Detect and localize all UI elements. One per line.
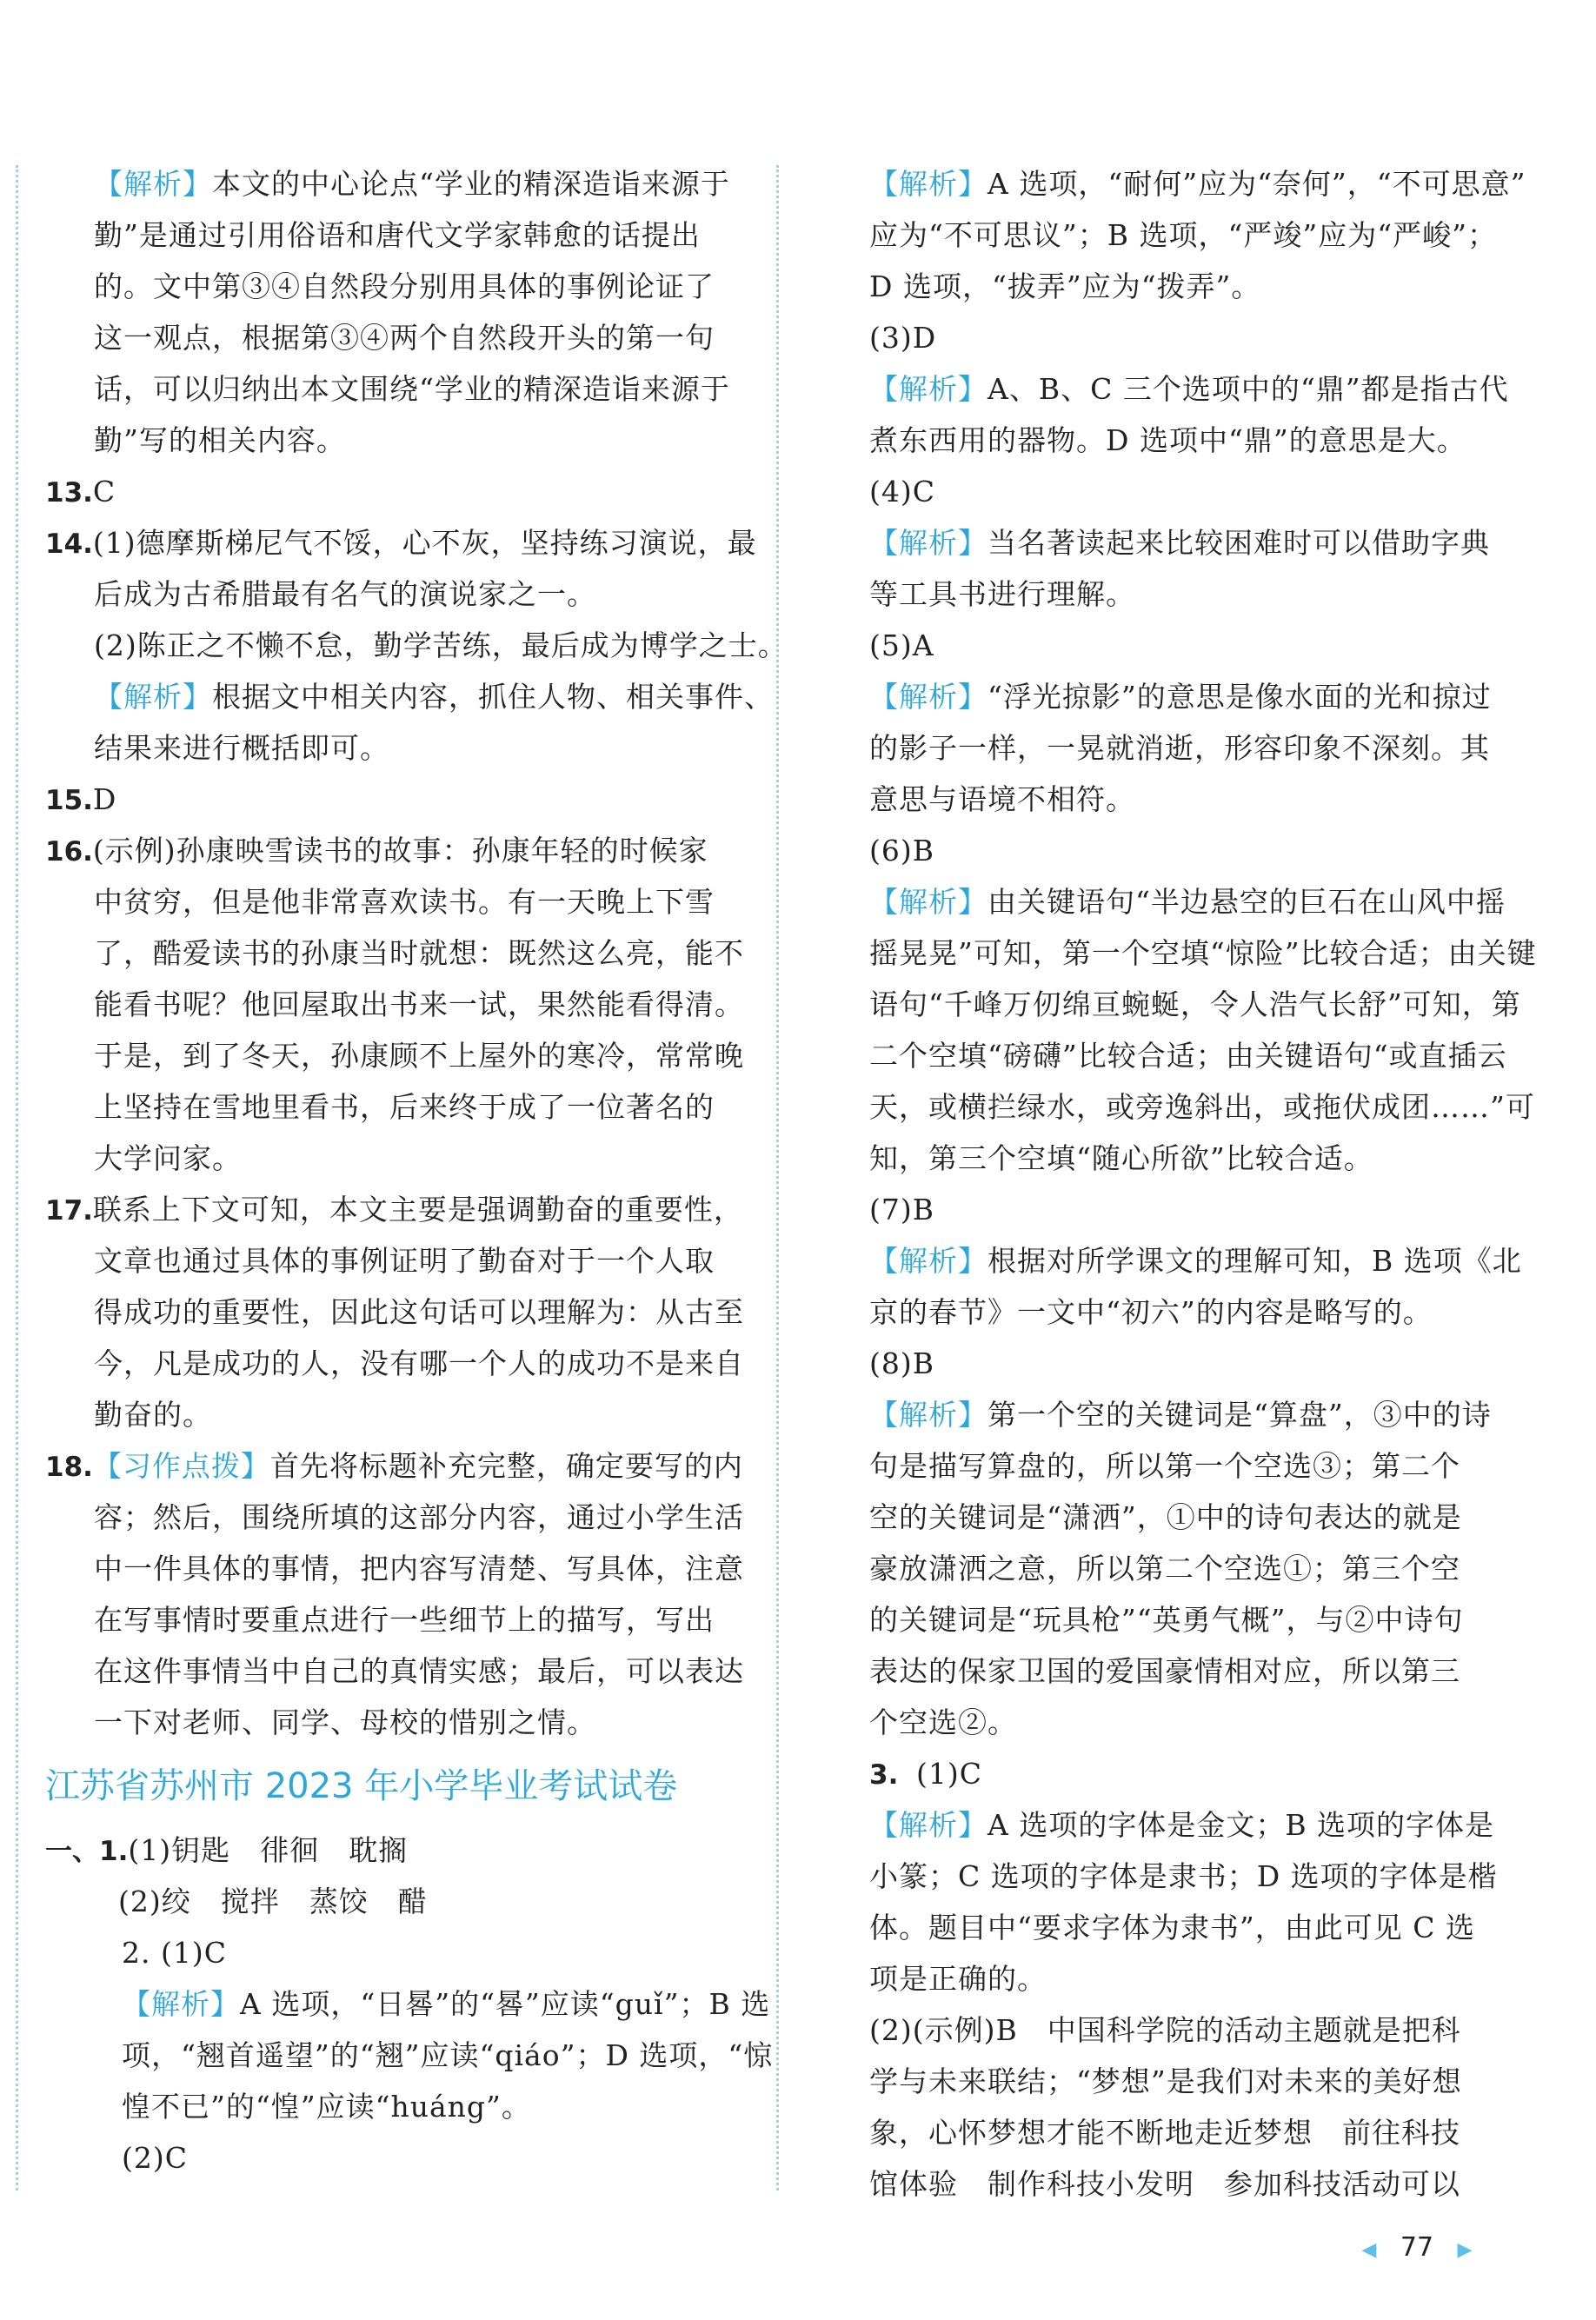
- analysis-tag: 【解析】: [869, 526, 988, 560]
- line-text: 的影子一样，一晃就消逝，形容印象不深刻。其: [869, 731, 1490, 765]
- question-number: 14.: [45, 528, 93, 560]
- line-text: 惶不已”的“惶”应读“huáng”。: [122, 2090, 531, 2124]
- right-text-line: [869, 1286, 1504, 1338]
- left-text-line: [45, 1927, 741, 1978]
- analysis-tag: 【解析】: [869, 1244, 988, 1278]
- line-text: 在这件事情当中自己的真情实感；最后，可以表达: [94, 1654, 744, 1688]
- prev-page-icon[interactable]: ◀: [1361, 2239, 1377, 2261]
- left-text-line: [45, 1440, 741, 1492]
- line-text: 中贫穷，但是他非常喜欢读书。有一天晚上下雪: [94, 885, 715, 919]
- right-text-line: [869, 261, 1504, 312]
- right-text-line: [869, 1799, 1504, 1851]
- line-text: 象，心怀梦想才能不断地走近梦想 前往科技: [869, 2116, 1460, 2150]
- page-footer: [1356, 2230, 1478, 2265]
- line-text: 应为“不可思议”；B 选项，“严竣”应为“严峻”；: [869, 218, 1497, 252]
- right-text-line: [869, 1645, 1504, 1697]
- section-heading: 江苏省苏州市 2023 年小学毕业考试试卷: [45, 1766, 678, 1806]
- line-text: 个空选②。: [869, 1705, 1017, 1739]
- right-text-line: [869, 466, 1504, 517]
- line-text: 本文的中心论点“学业的精深造诣来源于: [212, 167, 730, 201]
- line-text: 项，“翘首遥望”的“翘”应读“qiáo”；D 选项，“惊: [122, 2038, 774, 2072]
- left-text-line: [45, 1235, 741, 1286]
- line-text: 联系上下文可知，本文主要是强调勤奋的重要性，: [92, 1193, 743, 1226]
- analysis-tag: 【解析】: [94, 680, 212, 714]
- line-text: 能看书呢？他回屋取出书来一试，果然能看得清。: [94, 987, 744, 1021]
- right-text-line: [869, 620, 1504, 671]
- left-text-line: [45, 1081, 741, 1133]
- left-text-line: [45, 1645, 744, 1697]
- right-text-line: [869, 1953, 1504, 2004]
- line-text: 京的春节》一文中“初六”的内容是略写的。: [869, 1295, 1433, 1329]
- line-text: 结果来进行概括即可。: [94, 731, 389, 765]
- left-column: [45, 158, 788, 2184]
- right-text-line: [869, 2004, 1504, 2056]
- question-number: 13.: [45, 477, 93, 509]
- line-text: 豪放潇洒之意，所以第二个空选①；第三个空: [869, 1552, 1460, 1585]
- right-text-line: [869, 876, 1504, 927]
- left-text-line: [45, 2081, 741, 2132]
- line-text: 学与未来联结；“梦想”是我们对未来的美好想: [869, 2064, 1462, 2098]
- line-text: 煮东西用的器物。D 选项中“鼎”的意思是大。: [869, 423, 1466, 457]
- right-text-line: [869, 825, 1504, 876]
- left-text-line: [45, 415, 741, 466]
- line-text: 等工具书进行理解。: [869, 577, 1135, 611]
- line-text: A、B、C 三个选项中的“鼎”都是指古代: [988, 372, 1509, 406]
- right-text-line: [869, 312, 1504, 363]
- line-text: (4)C: [869, 475, 935, 509]
- line-text: 于是，到了冬天，孙康顾不上屋外的寒冷，常常晚: [94, 1039, 744, 1073]
- line-text: C: [92, 475, 116, 509]
- line-text: 得成功的重要性，因此这句话可以理解为：从古至: [94, 1295, 744, 1329]
- right-text-line: [869, 415, 1504, 466]
- line-text: 根据对所学课文的理解可知，B 选项《北: [988, 1244, 1522, 1278]
- line-text: 句是描写算盘的，所以第一个空选③；第二个: [869, 1449, 1460, 1483]
- line-text: 二个空填“磅礴”比较合适；由关键语句“或直插云: [869, 1039, 1507, 1073]
- left-text-line: [45, 1543, 744, 1594]
- right-text-line: [869, 927, 1537, 979]
- left-text-line: [45, 1184, 741, 1235]
- analysis-tag: 【解析】: [122, 1987, 240, 2021]
- right-text-line: [869, 158, 1526, 209]
- line-text: 勤”写的相关内容。: [94, 423, 346, 457]
- line-text: 后成为古希腊最有名气的演说家之一。: [94, 577, 596, 611]
- line-text: (2)绞 搅拌 蒸饺 醋: [118, 1885, 428, 1918]
- line-text: 今，凡是成功的人，没有哪一个人的成功不是来自: [94, 1346, 744, 1380]
- line-text: 勤奋的。: [94, 1398, 212, 1432]
- right-text-line: [869, 1748, 1504, 1799]
- line-text: 语句“千峰万仞绵亘蜿蜒，令人浩气长舒”可知，第: [869, 987, 1521, 1021]
- left-text-line: [45, 1286, 744, 1338]
- left-text-line: [45, 261, 741, 312]
- line-text: (2)C: [122, 2141, 188, 2175]
- question-number: 18.: [45, 1452, 93, 1483]
- line-text: (2)(示例)B 中国科学院的活动主题就是把科: [869, 2013, 1461, 2047]
- left-text-line: [45, 774, 741, 825]
- line-text: 容；然后，围绕所填的这部分内容，通过小学生活: [94, 1500, 744, 1534]
- left-text-line: [45, 466, 741, 517]
- left-text-line: [45, 927, 744, 979]
- line-text: 天，或横拦绿水，或旁逸斜出，或拖伏成团……”可: [869, 1090, 1535, 1124]
- line-text: (1)C: [916, 1757, 982, 1791]
- line-text: 的。文中第③④自然段分别用具体的事例论证了: [94, 269, 715, 303]
- left-text-line: [45, 1876, 741, 1927]
- left-text-line: [45, 876, 741, 927]
- line-text: 勤”是通过引用俗语和唐代文学家韩愈的话提出: [94, 218, 701, 252]
- left-text-line: [45, 2030, 774, 2081]
- line-text: 在写事情时要重点进行一些细节上的描写，写出: [94, 1603, 715, 1637]
- left-text-line: [45, 1389, 741, 1440]
- left-text-line: [45, 979, 744, 1030]
- left-text-line: [45, 312, 741, 363]
- line-text: 馆体验 制作科技小发明 参加科技活动可以: [869, 2167, 1460, 2201]
- left-text-line: [45, 1697, 741, 1748]
- line-text: 首先将标题补充完整，确定要写的内: [269, 1449, 743, 1483]
- line-text: (1)钥匙 徘徊 耽搁: [128, 1833, 409, 1867]
- analysis-tag: 【解析】: [869, 372, 988, 406]
- right-text-line: [869, 2158, 1504, 2210]
- left-text-line: [45, 825, 741, 876]
- left-text-line: [45, 1492, 744, 1543]
- right-text-line: [869, 209, 1504, 261]
- left-text-line: [45, 620, 788, 671]
- line-text: 体。题目中“要求字体为隶书”，由此可见 C 选: [869, 1911, 1475, 1944]
- line-text: 一下对老师、同学、母校的惜别之情。: [94, 1705, 596, 1739]
- line-text: 这一观点，根据第③④两个自然段开头的第一句: [94, 321, 715, 355]
- line-text: 文章也通过具体的事例证明了勤奋对于一个人取: [94, 1244, 715, 1278]
- left-text-line: [45, 158, 741, 209]
- right-text-line: [869, 1492, 1504, 1543]
- page-number: 77: [1400, 2232, 1434, 2263]
- left-text-line: [45, 363, 741, 415]
- line-text: 的关键词是“玩具枪”“英勇气概”，与②中诗句: [869, 1603, 1464, 1637]
- line-text: 了，酷爱读书的孙康当时就想：既然这么亮，能不: [94, 936, 744, 970]
- left-text-line: [45, 2132, 741, 2184]
- line-text: 当名著读起来比较困难时可以借助字典: [988, 526, 1490, 560]
- question-number: 3.: [869, 1759, 899, 1791]
- line-text: D 选项，“拔弄”应为“拨弄”。: [869, 269, 1261, 303]
- line-text: 话，可以归纳出本文围绕“学业的精深造诣来源于: [94, 372, 730, 406]
- column-divider: [776, 165, 779, 2190]
- line-text: (6)B: [869, 834, 934, 868]
- right-text-line: [869, 1697, 1504, 1748]
- line-text: (示例)孙康映雪读书的故事：孙康年轻的时候家: [92, 834, 708, 868]
- line-text: (5)A: [869, 628, 934, 662]
- line-text: A 选项，“耐何”应为“奈何”，“不可思意”: [988, 167, 1526, 201]
- analysis-tag: 【解析】: [869, 885, 988, 919]
- right-text-line: [869, 1389, 1504, 1440]
- right-text-line: [869, 1184, 1504, 1235]
- line-text: 项是正确的。: [869, 1962, 1047, 1996]
- right-text-line: [869, 774, 1504, 825]
- left-margin-divider: [16, 165, 18, 2190]
- question-number: 15.: [45, 785, 93, 816]
- line-text: “浮光掠影”的意思是像水面的光和掠过: [988, 680, 1492, 714]
- left-text-line: [45, 568, 741, 620]
- line-text: 第一个空的关键词是“算盘”，③中的诗: [988, 1398, 1492, 1432]
- line-text: 小篆；C 选项的字体是隶书；D 选项的字体是楷: [869, 1859, 1498, 1893]
- question-number: 一、1.: [45, 1836, 129, 1867]
- left-text-line: [45, 722, 741, 774]
- left-text-line: [45, 517, 757, 568]
- line-text: 表达的保家卫国的爱国豪情相对应，所以第三: [869, 1654, 1460, 1688]
- right-text-line: [869, 517, 1504, 568]
- line-text: 意思与语境不相符。: [869, 782, 1135, 816]
- line-text: D: [92, 782, 117, 816]
- question-number: 16.: [45, 836, 93, 868]
- line-text: 摇晃晃”可知，第一个空填“惊险”比较合适；由关键: [869, 936, 1537, 970]
- right-text-line: [869, 2107, 1504, 2158]
- line-text: 空的关键词是“潇洒”，①中的诗句表达的就是: [869, 1500, 1462, 1534]
- right-text-line: [869, 1133, 1504, 1184]
- left-text-line: [45, 1594, 741, 1645]
- right-text-line: [869, 1851, 1504, 1902]
- line-text: (1)德摩斯梯尼气不馁，心不灰，坚持练习演说，最: [92, 526, 757, 560]
- right-text-line: [869, 1081, 1535, 1133]
- right-text-line: [869, 1235, 1522, 1286]
- right-text-line: [869, 1338, 1504, 1389]
- right-text-line: [869, 2056, 1504, 2107]
- line-text: 根据文中相关内容，抓住人物、相关事件、: [212, 680, 774, 714]
- line-text: 上坚持在雪地里看书，后来终于成了一位著名的: [94, 1090, 715, 1124]
- right-text-line: [869, 1543, 1504, 1594]
- line-text: (3)D: [869, 321, 937, 355]
- left-text-line: [45, 1133, 741, 1184]
- analysis-tag: 【解析】: [94, 167, 212, 201]
- right-text-line: [869, 1594, 1504, 1645]
- right-text-line: [869, 1440, 1504, 1492]
- left-text-line: [45, 1338, 744, 1389]
- right-column: [869, 158, 1537, 2210]
- right-text-line: [869, 568, 1504, 620]
- line-text: 2. (1)C: [122, 1936, 227, 1970]
- left-text-line: [45, 1978, 771, 2030]
- question-number: 17.: [45, 1195, 93, 1226]
- left-text-line: [45, 209, 741, 261]
- left-text-line: [45, 1030, 744, 1081]
- next-page-icon[interactable]: ▶: [1457, 2239, 1473, 2261]
- right-text-line: [869, 1030, 1507, 1081]
- right-text-line: [869, 1902, 1504, 1953]
- line-text: (2)陈正之不懒不怠，勤学苦练，最后成为博学之士。: [94, 628, 788, 662]
- right-text-line: [869, 671, 1504, 722]
- line-text: 大学问家。: [94, 1141, 242, 1175]
- analysis-tag: 【解析】: [869, 680, 988, 714]
- line-text: A 选项，“日晷”的“晷”应读“guǐ”；B 选: [240, 1987, 771, 2021]
- analysis-tag: 【解析】: [869, 167, 988, 201]
- left-text-line: [45, 671, 774, 722]
- analysis-tag: 【习作点拨】: [92, 1449, 270, 1483]
- line-text: 中一件具体的事情，把内容写清楚、写具体，注意: [94, 1552, 744, 1585]
- line-text: A 选项的字体是金文；B 选项的字体是: [988, 1808, 1495, 1842]
- analysis-tag: 【解析】: [869, 1398, 988, 1432]
- line-text: (8)B: [869, 1346, 934, 1380]
- line-text: (7)B: [869, 1193, 934, 1226]
- analysis-tag: 【解析】: [869, 1808, 988, 1842]
- right-text-line: [869, 722, 1504, 774]
- line-text: 知，第三个空填“随心所欲”比较合适。: [869, 1141, 1373, 1175]
- line-text: 由关键语句“半边悬空的巨石在山风中摇: [988, 885, 1506, 919]
- left-text-line: [45, 1825, 741, 1876]
- right-text-line: [869, 979, 1521, 1030]
- right-text-line: [869, 363, 1509, 415]
